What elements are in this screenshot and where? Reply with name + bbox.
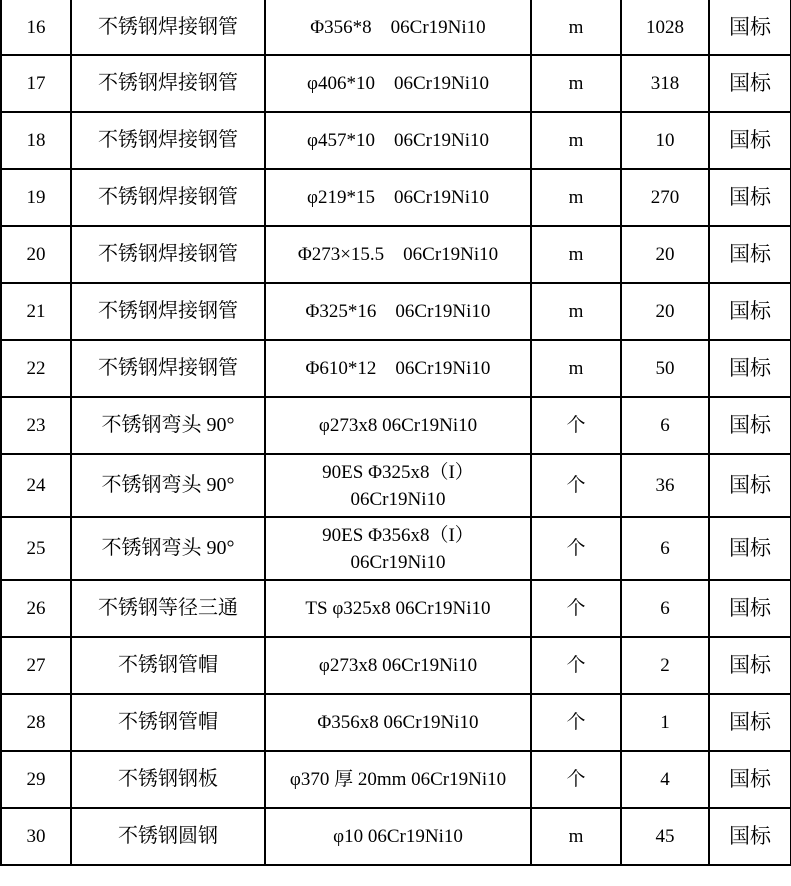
unit: m xyxy=(531,226,621,283)
unit: m xyxy=(531,283,621,340)
row-number: 23 xyxy=(1,397,71,454)
standard: 国标 xyxy=(709,808,791,865)
material-name: 不锈钢焊接钢管 xyxy=(71,0,265,55)
standard: 国标 xyxy=(709,226,791,283)
quantity: 6 xyxy=(621,397,709,454)
material-spec: φ219*15 06Cr19Ni10 xyxy=(265,169,531,226)
standard: 国标 xyxy=(709,55,791,112)
material-spec: φ457*10 06Cr19Ni10 xyxy=(265,112,531,169)
standard: 国标 xyxy=(709,0,791,55)
material-spec-line-2: 06Cr19Ni10 xyxy=(350,551,446,573)
table-row xyxy=(1,637,791,694)
table-row xyxy=(1,55,791,112)
standard: 国标 xyxy=(709,751,791,808)
quantity: 36 xyxy=(621,454,709,517)
standard: 国标 xyxy=(709,637,791,694)
material-name: 不锈钢焊接钢管 xyxy=(71,112,265,169)
row-number: 26 xyxy=(1,580,71,637)
table-row xyxy=(1,751,791,808)
material-spec: Φ610*12 06Cr19Ni10 xyxy=(265,340,531,397)
unit: m xyxy=(531,808,621,865)
standard: 国标 xyxy=(709,517,791,580)
material-spec: Φ273×15.5 06Cr19Ni10 xyxy=(265,226,531,283)
material-name: 不锈钢焊接钢管 xyxy=(71,283,265,340)
material-name: 不锈钢钢板 xyxy=(71,751,265,808)
unit: 个 xyxy=(531,517,621,580)
quantity: 45 xyxy=(621,808,709,865)
material-spec: Φ356x8 06Cr19Ni10 xyxy=(265,694,531,751)
quantity: 20 xyxy=(621,226,709,283)
row-number: 22 xyxy=(1,340,71,397)
unit: 个 xyxy=(531,694,621,751)
material-name: 不锈钢弯头 90° xyxy=(71,517,265,580)
material-spec-line-2: 06Cr19Ni10 xyxy=(350,488,446,510)
material-name: 不锈钢弯头 90° xyxy=(71,454,265,517)
unit: 个 xyxy=(531,637,621,694)
row-number: 20 xyxy=(1,226,71,283)
row-number: 24 xyxy=(1,454,71,517)
material-spec-line-1: 90ES Φ325x8（I） xyxy=(322,461,474,483)
standard: 国标 xyxy=(709,340,791,397)
quantity: 2 xyxy=(621,637,709,694)
unit: 个 xyxy=(531,397,621,454)
row-number: 18 xyxy=(1,112,71,169)
quantity: 318 xyxy=(621,55,709,112)
quantity: 1 xyxy=(621,694,709,751)
table-row xyxy=(1,397,791,454)
material-spec: φ10 06Cr19Ni10 xyxy=(265,808,531,865)
material-spec-line-1: 90ES Φ356x8（I） xyxy=(322,524,474,546)
table-row xyxy=(1,580,791,637)
material-name: 不锈钢焊接钢管 xyxy=(71,340,265,397)
quantity: 20 xyxy=(621,283,709,340)
material-name: 不锈钢等径三通 xyxy=(71,580,265,637)
table-row xyxy=(1,112,791,169)
material-spec: φ273x8 06Cr19Ni10 xyxy=(265,397,531,454)
quantity: 50 xyxy=(621,340,709,397)
unit: 个 xyxy=(531,454,621,517)
quantity: 270 xyxy=(621,169,709,226)
material-name: 不锈钢圆钢 xyxy=(71,808,265,865)
material-name: 不锈钢弯头 90° xyxy=(71,397,265,454)
table-row xyxy=(1,340,791,397)
row-number: 28 xyxy=(1,694,71,751)
table-row xyxy=(1,808,791,865)
row-number: 17 xyxy=(1,55,71,112)
table-row xyxy=(1,0,791,55)
material-spec xyxy=(265,517,531,580)
material-name: 不锈钢焊接钢管 xyxy=(71,169,265,226)
row-number: 16 xyxy=(1,0,71,55)
quantity: 6 xyxy=(621,580,709,637)
row-number: 21 xyxy=(1,283,71,340)
table-row xyxy=(1,517,791,580)
material-name: 不锈钢焊接钢管 xyxy=(71,226,265,283)
standard: 国标 xyxy=(709,694,791,751)
material-spec: φ406*10 06Cr19Ni10 xyxy=(265,55,531,112)
row-number: 29 xyxy=(1,751,71,808)
quantity: 6 xyxy=(621,517,709,580)
standard: 国标 xyxy=(709,397,791,454)
table-row xyxy=(1,694,791,751)
row-number: 27 xyxy=(1,637,71,694)
quantity: 1028 xyxy=(621,0,709,55)
table-row xyxy=(1,454,791,517)
row-number: 19 xyxy=(1,169,71,226)
table-row xyxy=(1,169,791,226)
table-row xyxy=(1,283,791,340)
unit: 个 xyxy=(531,580,621,637)
material-spec: Φ325*16 06Cr19Ni10 xyxy=(265,283,531,340)
material-spec: φ370 厚 20mm 06Cr19Ni10 xyxy=(265,751,531,808)
material-name: 不锈钢焊接钢管 xyxy=(71,55,265,112)
standard: 国标 xyxy=(709,112,791,169)
material-spec: TS φ325x8 06Cr19Ni10 xyxy=(265,580,531,637)
unit: 个 xyxy=(531,751,621,808)
standard: 国标 xyxy=(709,283,791,340)
unit: m xyxy=(531,0,621,55)
row-number: 30 xyxy=(1,808,71,865)
unit: m xyxy=(531,112,621,169)
material-spec: φ273x8 06Cr19Ni10 xyxy=(265,637,531,694)
standard: 国标 xyxy=(709,454,791,517)
quantity: 4 xyxy=(621,751,709,808)
material-spec xyxy=(265,454,531,517)
unit: m xyxy=(531,340,621,397)
unit: m xyxy=(531,55,621,112)
standard: 国标 xyxy=(709,169,791,226)
standard: 国标 xyxy=(709,580,791,637)
material-name: 不锈钢管帽 xyxy=(71,637,265,694)
unit: m xyxy=(531,169,621,226)
material-name: 不锈钢管帽 xyxy=(71,694,265,751)
row-number: 25 xyxy=(1,517,71,580)
quantity: 10 xyxy=(621,112,709,169)
table-row xyxy=(1,226,791,283)
material-spec: Φ356*8 06Cr19Ni10 xyxy=(265,0,531,55)
